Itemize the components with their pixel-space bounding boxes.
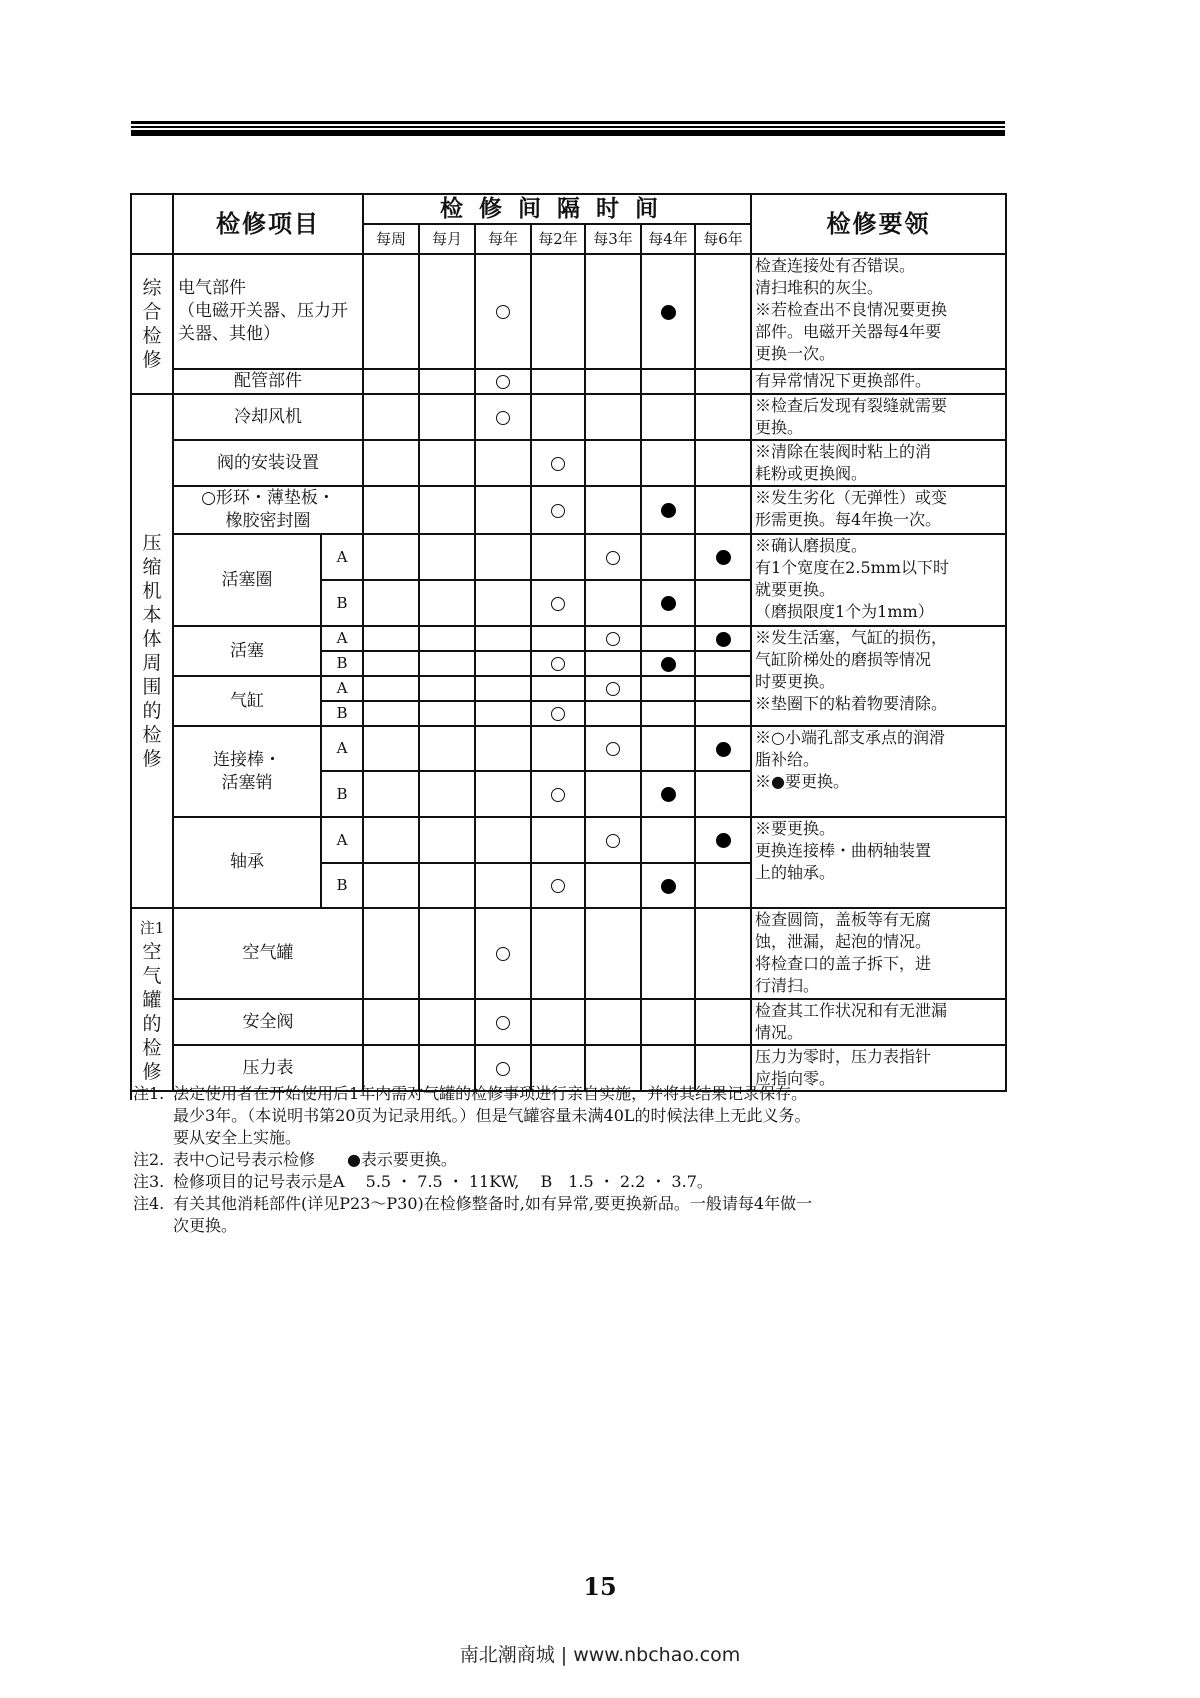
interval-cell [585, 254, 641, 369]
interval-cell [695, 771, 751, 817]
table-row [131, 626, 1006, 651]
table-row [131, 440, 1006, 486]
procedure-note: ※检查后发现有裂缝就需要 更换。 [751, 394, 1006, 440]
interval-cell [475, 254, 531, 369]
interval-cell [695, 394, 751, 440]
interval-cell [419, 534, 475, 580]
interval-cell [585, 580, 641, 626]
interval-cell [419, 486, 475, 534]
interval-cell [475, 651, 531, 676]
interval-cell [585, 486, 641, 534]
footnote-label: 注2. [133, 1150, 165, 1169]
item-name: 气缸 [173, 676, 321, 726]
table-row [131, 908, 1006, 999]
procedure-note: ※○小端孔部支承点的润滑 脂补给。 ※●要更换。 [751, 726, 1006, 817]
interval-cell [531, 726, 585, 771]
category-char: 综 [142, 277, 162, 299]
procedure-note: 压力为零时，压力表指针 应指向零。 [751, 1045, 1006, 1091]
inspect-circle-icon [551, 707, 565, 721]
item-name: 活塞圈 [173, 534, 321, 626]
item-name: 连接棒・ 活塞销 [173, 726, 321, 817]
item-name: 空气罐 [173, 908, 363, 999]
header-interval-weekly: 每周 [363, 224, 419, 254]
watermark-link[interactable]: 南北潮商城 | www.nbchao.com [459, 1644, 741, 1666]
interval-cell [695, 999, 751, 1045]
interval-cell [419, 863, 475, 908]
model-code: A [321, 626, 363, 651]
interval-cell [475, 534, 531, 580]
item-name: 阀的安装设置 [173, 440, 363, 486]
interval-cell [531, 908, 585, 999]
interval-cell [363, 369, 419, 394]
interval-cell [531, 369, 585, 394]
interval-cell [419, 701, 475, 726]
inspect-circle-icon [606, 834, 620, 848]
category-char: 检 [142, 325, 162, 347]
procedure-note: ※发生活塞，气缸的损伤， 气缸阶梯处的磨损等情况 时要更换。 ※垫圈下的粘着物要清除。 [751, 626, 1006, 726]
interval-cell [695, 651, 751, 676]
interval-cell [363, 534, 419, 580]
item-name: 压力表 [173, 1045, 363, 1091]
inspect-circle-icon [496, 947, 510, 961]
footnote-text: 法定使用者在开始使用后1年内需对气罐的检修事项进行亲自实施，并将其结果记录保存。 最少3年。（本说明书第20页为记录用纸。）但是气罐容量未满40L的时候法律上无此义务。 要从安全上实施。 [173, 1084, 811, 1147]
footnote-text: 有关其他消耗部件(详见P23～P30)在检修整备时,如有异常,要更换新品。一般请每4年做一 次更换。 [173, 1194, 813, 1235]
interval-cell [641, 626, 695, 651]
interval-cell [475, 626, 531, 651]
interval-cell [585, 676, 641, 701]
interval-cell [531, 486, 585, 534]
interval-cell [585, 908, 641, 999]
interval-cell [585, 369, 641, 394]
interval-cell [531, 394, 585, 440]
interval-cell [695, 626, 751, 651]
inspect-circle-icon [551, 504, 565, 518]
interval-cell [585, 863, 641, 908]
category-char: 缩 [142, 556, 162, 578]
model-code: B [321, 580, 363, 626]
interval-cell [695, 726, 751, 771]
interval-cell [695, 254, 751, 369]
category-cell [131, 394, 173, 908]
interval-cell [475, 726, 531, 771]
interval-cell [475, 863, 531, 908]
procedure-note: 检查圆筒，盖板等有无腐 蚀，泄漏，起泡的情况。 将检查口的盖子拆下，进 行清扫。 [751, 908, 1006, 999]
interval-cell [641, 369, 695, 394]
footnote-margin-bar [130, 1078, 132, 1100]
interval-cell [419, 726, 475, 771]
replace-dot-icon [716, 632, 731, 647]
interval-cell [419, 817, 475, 863]
interval-cell [363, 863, 419, 908]
item-name: 配管部件 [173, 369, 363, 394]
model-code: A [321, 726, 363, 771]
category-char: 修 [142, 349, 162, 371]
interval-cell [585, 817, 641, 863]
interval-cell [531, 771, 585, 817]
interval-cell [475, 817, 531, 863]
interval-cell [585, 726, 641, 771]
inspect-circle-icon [551, 788, 565, 802]
footnote [133, 1171, 1013, 1193]
footnote-text: 表中○记号表示检修 ●表示要更换。 [173, 1150, 457, 1169]
interval-cell [419, 254, 475, 369]
interval-cell [475, 394, 531, 440]
category-char: 注1 [139, 918, 165, 937]
interval-cell [531, 580, 585, 626]
inspect-circle-icon [496, 375, 510, 389]
interval-cell [363, 676, 419, 701]
interval-cell [585, 999, 641, 1045]
procedure-note: ※要更换。 更换连接棒・曲柄轴装置 上的轴承。 [751, 817, 1006, 908]
interval-cell [419, 999, 475, 1045]
interval-cell [695, 701, 751, 726]
interval-cell [641, 701, 695, 726]
procedure-note: 检查其工作状况和有无泄漏 情况。 [751, 999, 1006, 1045]
procedure-note: 有异常情况下更换部件。 [751, 369, 1006, 394]
category-cell [131, 254, 173, 394]
interval-cell [363, 486, 419, 534]
interval-cell [641, 999, 695, 1045]
category-char: 体 [142, 628, 162, 650]
inspect-circle-icon [551, 457, 565, 471]
interval-cell [531, 651, 585, 676]
header-rule-thin-1 [131, 121, 1005, 124]
replace-dot-icon [661, 503, 676, 518]
inspect-circle-icon [551, 597, 565, 611]
model-code: B [321, 701, 363, 726]
model-code: B [321, 863, 363, 908]
interval-cell [641, 394, 695, 440]
interval-cell [475, 676, 531, 701]
interval-cell [363, 701, 419, 726]
interval-cell [363, 908, 419, 999]
interval-cell [363, 817, 419, 863]
model-code: B [321, 771, 363, 817]
interval-cell [419, 676, 475, 701]
table-row [131, 369, 1006, 394]
interval-cell [531, 817, 585, 863]
interval-cell [641, 580, 695, 626]
interval-cell [641, 676, 695, 701]
interval-cell [475, 771, 531, 817]
replace-dot-icon [661, 787, 676, 802]
page-number: 15 [583, 1572, 617, 1601]
inspect-circle-icon [606, 742, 620, 756]
category-char: 气 [142, 964, 162, 987]
header-interval-6years: 每6年 [695, 224, 751, 254]
category-char: 修 [142, 748, 162, 770]
interval-cell [641, 908, 695, 999]
table-row [131, 534, 1006, 580]
category-char: 的 [142, 700, 162, 722]
interval-cell [419, 440, 475, 486]
category-char: 检 [142, 1036, 162, 1059]
footnote-text: 检修项目的记号表示是A 5.5 ・ 7.5 ・ 11KW, B 1.5 ・ 2.2 ・ 3.7。 [173, 1172, 713, 1191]
category-char: 机 [142, 580, 162, 602]
header-interval-3years: 每3年 [585, 224, 641, 254]
model-code: B [321, 651, 363, 676]
category-cell [131, 908, 173, 1091]
replace-dot-icon [661, 596, 676, 611]
header-item: 检修项目 [173, 194, 363, 254]
interval-cell [695, 534, 751, 580]
interval-cell [531, 440, 585, 486]
interval-cell [475, 580, 531, 626]
footnotes [133, 1083, 1013, 1237]
header-rule-thin-2 [131, 126, 1005, 128]
interval-cell [419, 651, 475, 676]
model-code: A [321, 534, 363, 580]
interval-cell [695, 440, 751, 486]
interval-cell [475, 908, 531, 999]
interval-cell [695, 580, 751, 626]
category-char: 周 [142, 652, 162, 674]
table-row [131, 999, 1006, 1045]
interval-cell [419, 394, 475, 440]
inspect-circle-icon [496, 1062, 510, 1076]
interval-cell [641, 254, 695, 369]
item-name: 冷却风机 [173, 394, 363, 440]
interval-cell [695, 863, 751, 908]
category-char: 合 [142, 301, 162, 323]
interval-cell [695, 676, 751, 701]
interval-cell [641, 726, 695, 771]
inspect-circle-icon [606, 682, 620, 696]
interval-cell [641, 817, 695, 863]
category-char: 围 [142, 676, 162, 698]
inspect-circle-icon [496, 411, 510, 425]
table-row [131, 817, 1006, 863]
replace-dot-icon [716, 833, 731, 848]
item-name: ○形环・薄垫板・ 橡胶密封圈 [173, 486, 363, 534]
header-interval-monthly: 每月 [419, 224, 475, 254]
item-name: 电气部件 （电磁开关器、压力开 关器、其他） [173, 254, 363, 369]
item-name: 轴承 [173, 817, 321, 908]
interval-cell [363, 394, 419, 440]
category-char: 压 [142, 532, 162, 554]
interval-cell [475, 701, 531, 726]
inspect-circle-icon [606, 551, 620, 565]
interval-cell [475, 369, 531, 394]
header-interval-yearly: 每年 [475, 224, 531, 254]
interval-cell [475, 999, 531, 1045]
interval-cell [363, 771, 419, 817]
interval-cell [363, 999, 419, 1045]
footnote-label: 注4. [133, 1194, 165, 1213]
procedure-note: ※确认磨损度。 有1个宽度在2.5mm以下时 就要更换。 （磨损限度1个为1mm） [751, 534, 1006, 626]
interval-cell [641, 863, 695, 908]
inspect-circle-icon [496, 1016, 510, 1030]
replace-dot-icon [661, 879, 676, 894]
interval-cell [531, 999, 585, 1045]
category-char: 的 [142, 1012, 162, 1035]
interval-cell [475, 486, 531, 534]
interval-cell [531, 863, 585, 908]
interval-cell [641, 486, 695, 534]
category-char: 修 [142, 1060, 162, 1083]
footnote [133, 1149, 1013, 1171]
interval-cell [531, 676, 585, 701]
interval-cell [695, 817, 751, 863]
header-interval-4years: 每4年 [641, 224, 695, 254]
replace-dot-icon [661, 657, 676, 672]
interval-cell [641, 440, 695, 486]
interval-cell [531, 254, 585, 369]
interval-cell [419, 626, 475, 651]
procedure-note: ※清除在装阀时粘上的消 耗粉或更换阀。 [751, 440, 1006, 486]
header-rule-thick [131, 130, 1005, 136]
replace-dot-icon [661, 305, 676, 320]
procedure-note: 检查连接处有否错误。 清扫堆积的灰尘。 ※若检查出不良情况要更换 部件。电磁开关器每4年要 更换一次。 [751, 254, 1006, 369]
footnote-label: 注3. [133, 1172, 165, 1191]
inspect-circle-icon [496, 305, 510, 319]
interval-cell [363, 626, 419, 651]
interval-cell [475, 440, 531, 486]
model-code: A [321, 817, 363, 863]
table-row [131, 726, 1006, 771]
interval-cell [531, 534, 585, 580]
category-char: 空 [142, 940, 162, 963]
interval-cell [419, 580, 475, 626]
item-name: 活塞 [173, 626, 321, 676]
interval-cell [585, 440, 641, 486]
header-interval: 检修间隔时间 [363, 194, 751, 224]
model-code: A [321, 676, 363, 701]
interval-cell [363, 440, 419, 486]
corner-cell [131, 194, 173, 254]
category-char: 罐 [142, 988, 162, 1011]
interval-cell [585, 701, 641, 726]
interval-cell [585, 534, 641, 580]
table-row [131, 254, 1006, 369]
header-interval-2years: 每2年 [531, 224, 585, 254]
interval-cell [363, 651, 419, 676]
interval-cell [641, 651, 695, 676]
interval-cell [695, 908, 751, 999]
footnote [133, 1193, 1013, 1237]
interval-cell [585, 771, 641, 817]
interval-cell [419, 369, 475, 394]
replace-dot-icon [716, 742, 731, 757]
table-row [131, 394, 1006, 440]
table-row [131, 486, 1006, 534]
inspect-circle-icon [551, 657, 565, 671]
interval-cell [641, 534, 695, 580]
interval-cell [363, 726, 419, 771]
interval-cell [585, 394, 641, 440]
inspect-circle-icon [606, 632, 620, 646]
interval-cell [531, 626, 585, 651]
category-char: 本 [142, 604, 162, 626]
interval-cell [363, 580, 419, 626]
interval-cell [419, 771, 475, 817]
interval-cell [695, 369, 751, 394]
interval-cell [585, 626, 641, 651]
interval-cell [695, 486, 751, 534]
inspect-circle-icon [551, 879, 565, 893]
maintenance-schedule-table [130, 193, 1007, 1092]
category-char: 检 [142, 724, 162, 746]
interval-cell [641, 771, 695, 817]
replace-dot-icon [716, 550, 731, 565]
interval-cell [531, 701, 585, 726]
footnote [133, 1083, 1013, 1149]
footnote-label: 注1. [133, 1084, 165, 1103]
interval-cell [585, 651, 641, 676]
procedure-note: ※发生劣化（无弹性）或变 形需更换。每4年换一次。 [751, 486, 1006, 534]
header-notes: 检修要领 [751, 194, 1006, 254]
item-name: 安全阀 [173, 999, 363, 1045]
interval-cell [363, 254, 419, 369]
interval-cell [419, 908, 475, 999]
